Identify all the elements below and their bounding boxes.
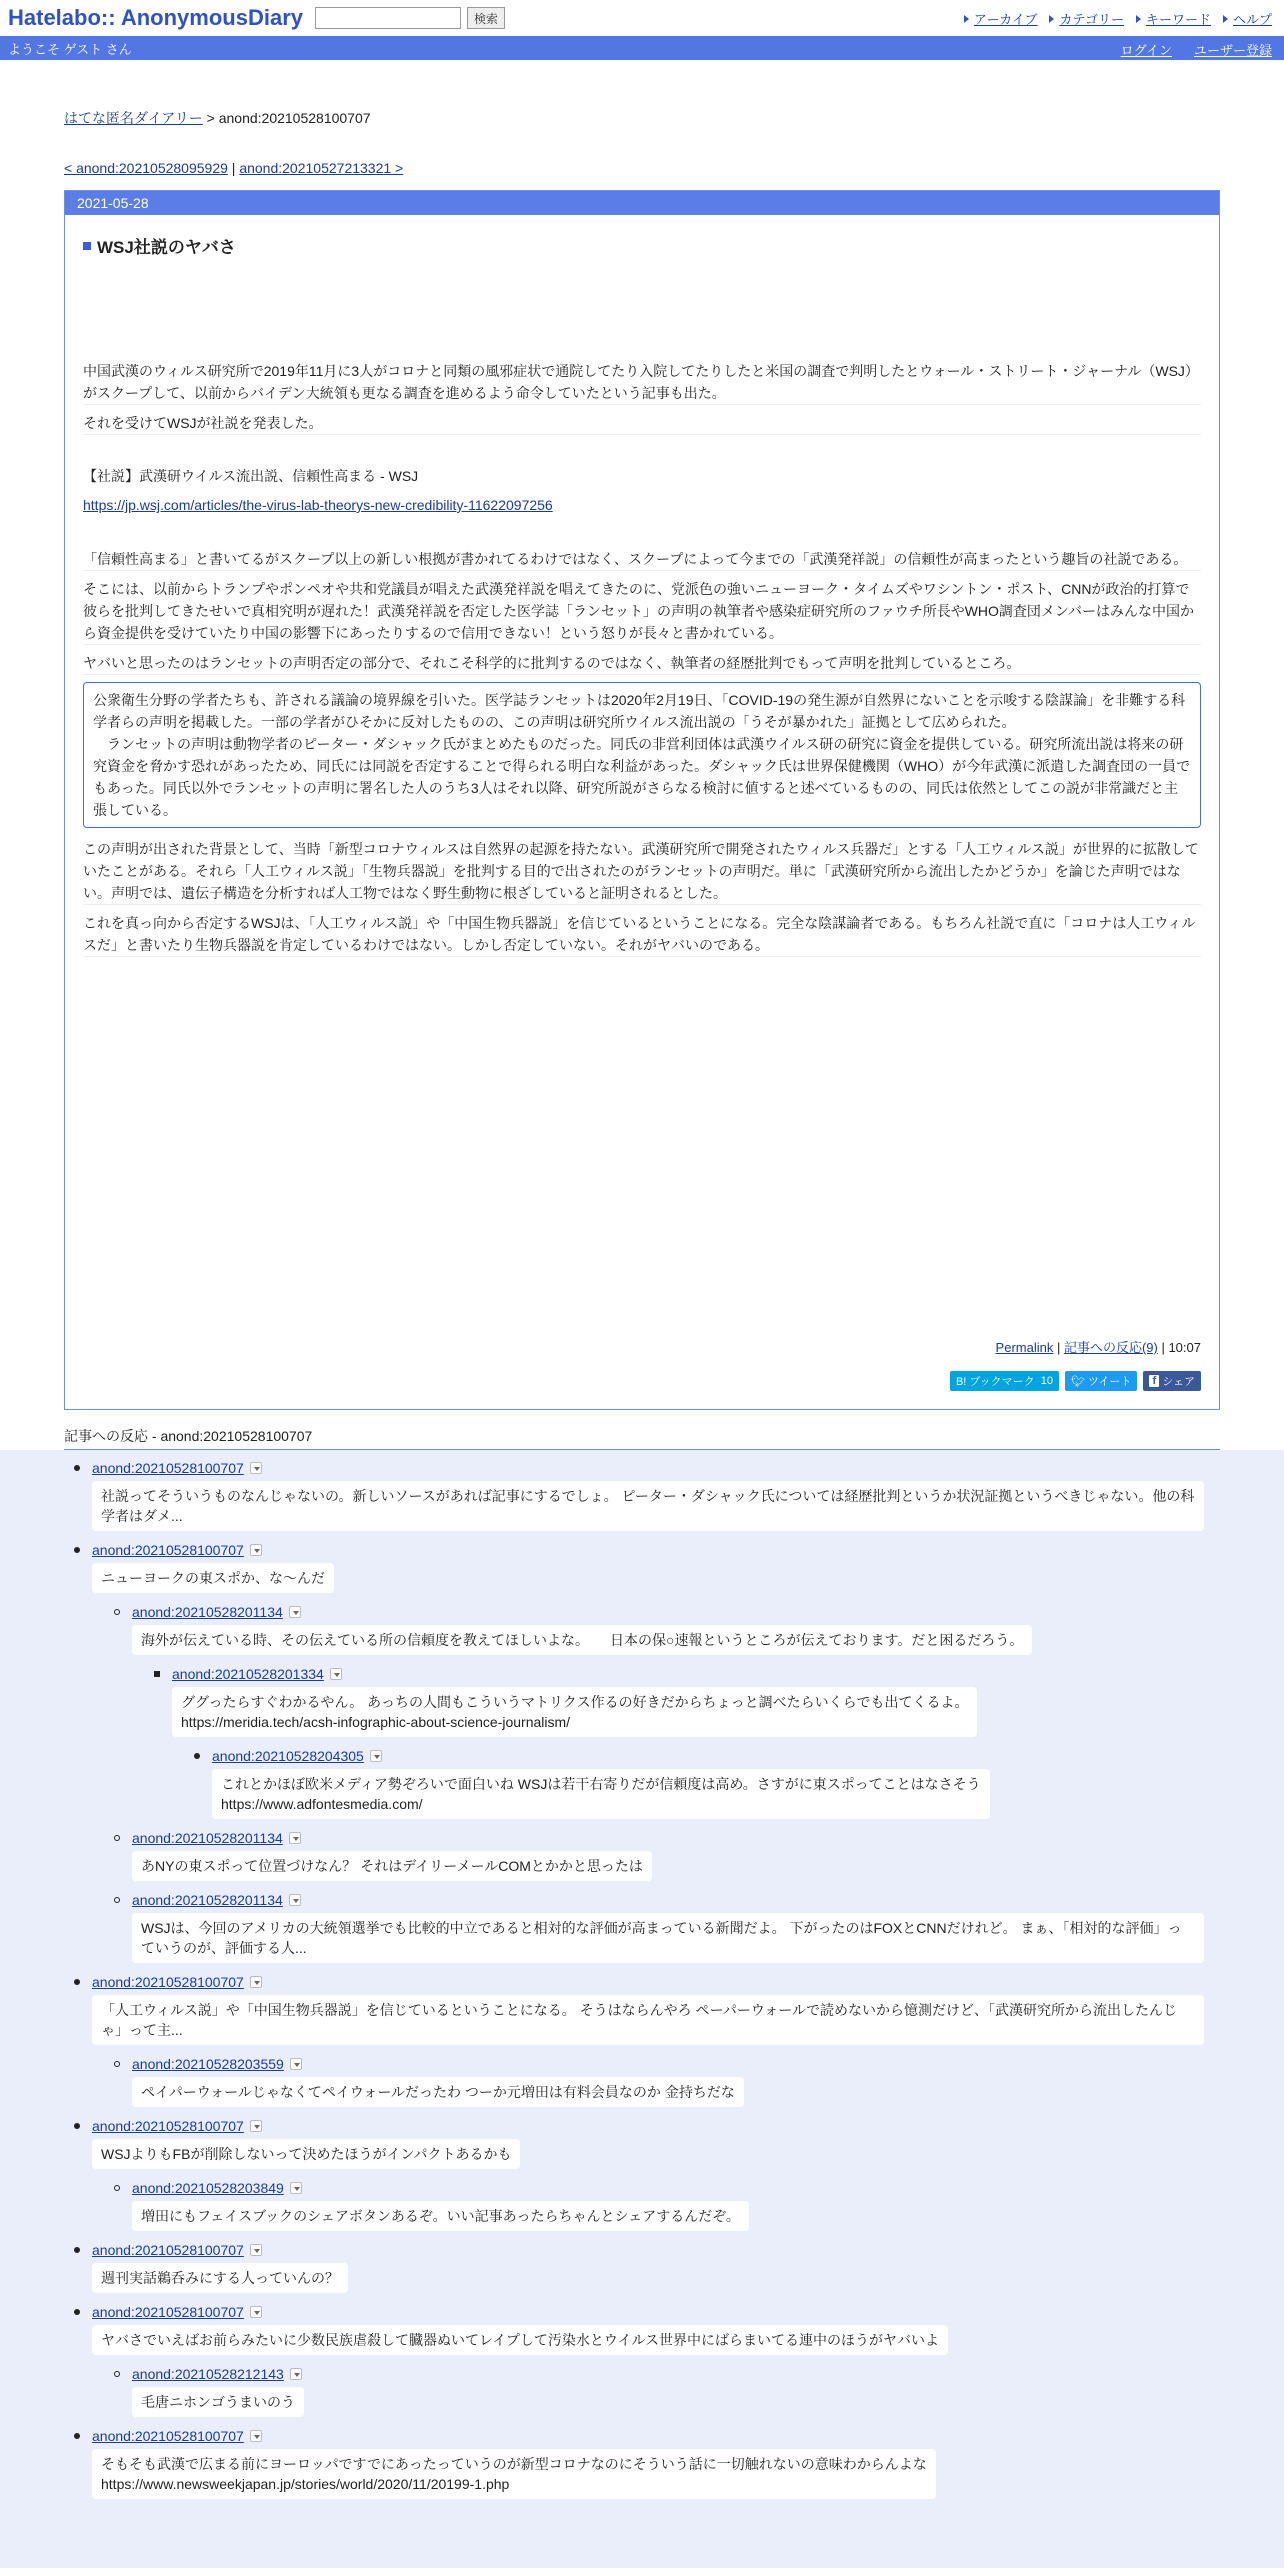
reactions-tree	[0, 1450, 1284, 2568]
facebook-icon: f	[1149, 1375, 1159, 1387]
arrow-icon	[1049, 15, 1054, 23]
reaction-id-link[interactable]: anond:20210528100707	[92, 1542, 244, 1558]
reaction-item	[0, 1458, 1284, 1540]
bullet-icon	[74, 1465, 80, 1471]
entry-pager	[64, 160, 1220, 176]
reaction-header	[194, 1746, 1204, 1766]
reaction-id-link[interactable]: anond:20210528100707	[92, 2428, 244, 2444]
reaction-header	[74, 2240, 1204, 2260]
reaction-id-link[interactable]: anond:20210528212143	[132, 2366, 284, 2382]
dropdown-icon[interactable]	[330, 1668, 342, 1680]
reaction-id-link[interactable]: anond:20210528201334	[172, 1666, 324, 1682]
reaction-id-link[interactable]: anond:20210528100707	[92, 2118, 244, 2134]
reaction-item	[0, 1890, 1284, 1972]
share-buttons	[950, 1371, 1201, 1391]
body-paragraph: この声明が出された背景として、当時「新型コロナウィルスは自然界の起源を持たない。武漢研究所で開発されたウィルス兵器だ」とする「人工ウィルス説」が世界的に拡散していたことがある。それら「人工ウィルス説」「生物兵器説」を批判する目的で出されたのがランセットの声明だ。単に「武漢研究所から流出したかどうか」を論じた声明ではない。声明では、遺伝子構造を分析すれば人工物ではなく野生動物に根ざしていると証明されるとした。	[83, 838, 1201, 905]
reaction-text: ペイパーウォールじゃなくてペイウォールだったわ つーか元増田は有料会員なのか 金持ちだな	[141, 2084, 735, 2100]
reaction-text: 毛唐ニホンゴうまいのう	[141, 2394, 295, 2410]
reaction-body	[92, 1563, 334, 1593]
reaction-body	[132, 1913, 1204, 1963]
breadcrumb	[64, 108, 1220, 128]
reaction-text: WSJよりもFBが削除しないって決めたほうがインパクトあるかも	[101, 2146, 512, 2162]
login-link[interactable]: ログイン	[1120, 43, 1172, 58]
bullet-icon	[114, 1897, 120, 1903]
reaction-id-link[interactable]: anond:20210528201134	[132, 1830, 283, 1846]
entry-time: 10:07	[1168, 1340, 1201, 1355]
bullet-icon	[74, 1979, 80, 1985]
reaction-header	[74, 1540, 1204, 1560]
dropdown-icon[interactable]	[250, 2430, 262, 2442]
reaction-id-link[interactable]: anond:20210528201134	[132, 1892, 283, 1908]
breadcrumb-separator: >	[206, 110, 215, 126]
reaction-item	[0, 1602, 1284, 1664]
entry-title[interactable]	[83, 233, 1219, 258]
search-button[interactable]: 検索	[467, 7, 505, 29]
reaction-id-link[interactable]: anond:20210528201134	[132, 1604, 283, 1620]
top-bar	[0, 0, 1284, 36]
reaction-item	[0, 2240, 1284, 2302]
bookmark-count: 10	[1040, 1375, 1053, 1387]
permalink[interactable]: Permalink	[995, 1340, 1054, 1355]
body-paragraph: そこには、以前からトランプやポンペオや共和党議員が唱えた武漢発祥説を唱えてきたのに、党派色の強いニューヨーク・タイムズやワシントン・ポスト、CNNが政治的打算で彼らを批判してきたせいで真相究明が遅れた！武漢発祥説を否定した医学誌「ランセット」の声明の執筆者や感染症研究所のファウチ所長やWHO調査団メンバーはみんな中国から資金提供を受けていたり中国の影響下にあったりするので信用できない！という怒りが長々と書かれている。	[83, 578, 1201, 645]
nav-category-link[interactable]: カテゴリー	[1059, 12, 1124, 27]
reaction-item	[0, 2302, 1284, 2364]
entry-footer: Permalink | 記事への反応(9) | 10:07	[995, 1340, 1201, 1355]
reaction-body	[132, 2387, 304, 2417]
arrow-icon	[1223, 15, 1228, 23]
reaction-header	[114, 2364, 1204, 2384]
reaction-item	[0, 2364, 1284, 2426]
square-bullet-icon	[83, 242, 91, 250]
facebook-share-button[interactable]: f シェア	[1143, 1371, 1201, 1391]
reaction-id-link[interactable]: anond:20210528203849	[132, 2180, 284, 2196]
reaction-id-link[interactable]: anond:20210528203559	[132, 2056, 284, 2072]
body-paragraph: 「信頼性高まる」と書いてるがスクープ以上の新しい根拠が書かれてるわけではなく、スクープによって今までの「武漢発祥説」の信頼性が高まったという趣旨の社説である。	[83, 548, 1201, 571]
reaction-body	[92, 1995, 1204, 2045]
entry-body	[65, 360, 1219, 957]
entry	[64, 190, 1220, 1410]
reaction-url: https://meridia.tech/acsh-infographic-about-science-journalism/	[181, 1714, 571, 1730]
reaction-item	[0, 1828, 1284, 1890]
reaction-body	[132, 2201, 749, 2231]
dropdown-icon[interactable]	[290, 2182, 302, 2194]
reaction-item	[0, 1972, 1284, 2054]
reaction-text: あNYの東スポって位置づけなん？ それはデイリーメールCOMとかかと思ったは	[141, 1858, 643, 1874]
breadcrumb-current: anond:20210528100707	[218, 110, 371, 126]
reaction-text: ヤバさでいえばお前らみたいに少数民族虐殺して臓器ぬいてレイプして汚染水とウイルス世界中にばらまいてる連中のほうがヤバいよ	[101, 2332, 940, 2348]
next-entry-link[interactable]: anond:20210527213321 >	[239, 160, 404, 176]
reaction-body	[132, 1851, 652, 1881]
quote-paragraph: ランセットの声明は動物学者のピーター・ダシャック氏がまとめたものだった。同氏の非営利団体は武漢ウイルス研の研究に資金を提供している。研究所流出説は将来の研究資金を脅かす恐れがあったため、同氏には同説を否定することで得られる明白な利益があった。ダシャック氏は世界保健機関（WHO）が今年武漢に派遣した調査団の一員でもあった。同氏以外でランセットの声明に署名した人のうち3人はそれ以降、研究所説がさらなる検討に値すると述べているものの、同氏は依然としてこの説が非常識だと主張している。	[93, 736, 1191, 818]
entry-title-text: WSJ社説のヤバさ	[97, 238, 236, 257]
reaction-header	[74, 2302, 1204, 2322]
reaction-header	[114, 2178, 1204, 2198]
reaction-body	[132, 2077, 744, 2107]
bullet-icon	[74, 2123, 80, 2129]
reaction-id-link[interactable]: anond:20210528100707	[92, 1460, 244, 1476]
reaction-id-link[interactable]: anond:20210528100707	[92, 2304, 244, 2320]
top-nav	[964, 9, 1272, 28]
pager-separator: |	[231, 160, 236, 176]
bullet-icon	[74, 2309, 80, 2315]
reactions-link[interactable]: 記事への反応(9)	[1063, 1340, 1158, 1355]
dropdown-icon[interactable]	[290, 2368, 302, 2380]
reaction-text: 海外が伝えている時、その伝えている所の信頼度を教えてほしいよな。 日本の保○速報というところが伝えております。だと困るだろう。	[141, 1632, 1024, 1648]
reaction-id-link[interactable]: anond:20210528100707	[92, 2242, 244, 2258]
bullet-icon	[114, 1835, 120, 1841]
reactions-header	[0, 1426, 1284, 1450]
entry-date: 2021-05-28	[65, 191, 1219, 215]
reaction-text: 「人工ウィルス説」や「中国生物兵器説」を信じているということになる。 そうはならんやろ ペーパーウォールで読めないから憶測だけど、「武漢研究所から流出したんじゃ」って主...	[101, 2002, 1177, 2038]
tweet-button[interactable]: 🐦︎ ツイート	[1065, 1371, 1137, 1391]
reaction-body	[92, 2263, 348, 2293]
reaction-body	[212, 1769, 990, 1819]
user-bar	[0, 36, 1284, 60]
reaction-header	[154, 1664, 1204, 1684]
reaction-text: WSJは、今回のアメリカの大統領選挙でも比較的中立であると相対的な評価が高まっている新聞だよ。 下がったのはFOXとCNNだけれど。 まぁ、「相対的な評価」っていうのが、評価する人...	[141, 1920, 1182, 1956]
bullet-icon	[114, 2185, 120, 2191]
dropdown-icon[interactable]	[370, 1750, 382, 1762]
reaction-header	[74, 1458, 1204, 1478]
reaction-text: 社説ってそういうものなんじゃないの。新しいソースがあれば記事にするでしょ。 ピーター・ダシャック氏については経歴批判というか状況証拠というべきじゃない。他の科学者はダメ...	[101, 1488, 1195, 1524]
blockquote	[83, 682, 1201, 828]
reaction-body	[92, 2325, 948, 2355]
nav-help-link[interactable]: ヘルプ	[1232, 12, 1272, 27]
reaction-item	[0, 1540, 1284, 1602]
dropdown-icon[interactable]	[250, 2120, 262, 2132]
reaction-header	[74, 2426, 1204, 2446]
reaction-body	[92, 2449, 936, 2499]
breadcrumb-home-link[interactable]: はてな匿名ダイアリー	[64, 110, 203, 126]
reaction-header	[74, 2116, 1204, 2136]
dropdown-icon[interactable]	[289, 1606, 301, 1618]
reaction-item	[0, 1746, 1284, 1828]
reaction-item	[0, 2054, 1284, 2116]
site-logo[interactable]: Hatelabo:: AnonymousDiary	[8, 5, 304, 30]
reaction-item	[0, 2116, 1284, 2178]
reaction-header	[114, 1890, 1204, 1910]
bullet-icon	[114, 1609, 120, 1615]
prev-entry-link[interactable]: < anond:20210528095929	[64, 160, 228, 176]
reaction-header	[74, 1972, 1204, 1992]
twitter-icon: 🐦︎	[1071, 1375, 1085, 1388]
body-paragraph: それを受けてWSJが社説を発表した。	[83, 412, 1201, 435]
reaction-body	[172, 1687, 977, 1737]
bullet-icon	[114, 2061, 120, 2067]
reaction-header	[114, 2054, 1204, 2074]
bullet-icon	[194, 1753, 200, 1759]
dropdown-icon[interactable]	[289, 1832, 301, 1844]
reaction-text: ニューヨークの東スポか、な～んだ	[101, 1570, 325, 1586]
reaction-id-link[interactable]: anond:20210528100707	[92, 1974, 244, 1990]
body-paragraph: 【社説】武漢研ウイルス流出説、信頼性高まる - WSJ	[83, 468, 419, 484]
reaction-header	[114, 1602, 1204, 1622]
reaction-url: https://www.newsweekjapan.jp/stories/world/2020/11/20199-1.php	[101, 2476, 510, 2492]
search-input[interactable]	[315, 7, 461, 29]
arrow-icon	[964, 15, 969, 23]
reaction-body	[92, 2139, 520, 2169]
bullet-icon	[74, 2433, 80, 2439]
reaction-text: ググったらすぐわかるやん。 あっちの人間もこういうマトリクス作るの好きだからちょっと調べたらいくらでも出てくるよ。	[181, 1694, 969, 1710]
nav-keyword-link[interactable]: キーワード	[1145, 12, 1211, 27]
welcome-text: ようこそ ゲスト さん	[8, 41, 132, 57]
reaction-body	[132, 1625, 1032, 1655]
reaction-id-link[interactable]: anond:20210528204305	[212, 1748, 364, 1764]
hatena-bookmark-button[interactable]: B! ブックマーク 10	[950, 1371, 1059, 1391]
reaction-header	[114, 1828, 1204, 1848]
dropdown-icon[interactable]	[250, 2306, 262, 2318]
reaction-body	[92, 1481, 1204, 1531]
dropdown-icon[interactable]	[289, 1894, 301, 1906]
reaction-text: 増田にもフェイスブックのシェアボタンあるぞ。いい記事あったらちゃんとシェアするんだぞ。	[141, 2208, 740, 2224]
body-paragraph: これを真っ向から否定するWSJは、「人工ウィルス説」や「中国生物兵器説」を信じているということになる。完全な陰謀論者である。もちろん社説で直に「コロナは人工ウィルスだ」と書いたり生物兵器説を肯定しているわけではない。しかし否定していない。それがヤバいのである。	[83, 912, 1201, 957]
bullet-icon	[74, 2247, 80, 2253]
reaction-url: https://www.adfontesmedia.com/	[221, 1796, 423, 1812]
reactions-title: 記事への反応 - anond:20210528100707	[64, 1426, 1220, 1450]
dropdown-icon[interactable]	[250, 1976, 262, 1988]
reaction-text: そもそも武漢で広まる前にヨーロッパですでにあったっていうのが新型コロナなのにそういう話に一切触れないの意味わからんよな	[101, 2456, 927, 2472]
bullet-icon	[74, 1547, 80, 1553]
reaction-item	[0, 2178, 1284, 2240]
bullet-icon	[154, 1671, 160, 1677]
reaction-item	[0, 2426, 1284, 2508]
dropdown-icon[interactable]	[250, 2244, 262, 2256]
wsj-article-link[interactable]: https://jp.wsj.com/articles/the-virus-lab-theorys-new-credibility-11622097256	[83, 497, 553, 513]
body-paragraph: ヤバいと思ったのはランセットの声明否定の部分で、それこそ科学的に批判するのではなく、執筆者の経歴批判でもって声明を批判しているところ。	[83, 652, 1201, 675]
reaction-text: これとかほぼ欧米メディア勢ぞろいで面白いね WSJは若干右寄りだが信頼度は高め。さすがに東スポってことはなさそう	[221, 1776, 981, 1792]
reaction-item	[0, 1664, 1284, 1746]
dropdown-icon[interactable]	[290, 2058, 302, 2070]
quote-paragraph: 公衆衛生分野の学者たちも、許される議論の境界線を引いた。医学誌ランセットは2020年2月19日、「COVID-19の発生源が自然界にないことを示唆する陰謀論」を非難する科学者らの声明を掲載した。一部の学者がひそかに反対したものの、この声明は研究所ウイルス流出説の「うそが暴かれた」証拠として広められた。	[93, 692, 1186, 730]
dropdown-icon[interactable]	[250, 1544, 262, 1556]
body-paragraph: 中国武漢のウィルス研究所で2019年11月に3人がコロナと同類の風邪症状で通院してたり入院してたりしたと米国の調査で判明したとウォール・ストリート・ジャーナル（WSJ）がスクープして、以前からバイデン大統領も更なる調査を進めるよう命令していたという記事も出た。	[83, 360, 1201, 405]
nav-archive-link[interactable]: アーカイブ	[973, 12, 1038, 27]
register-link[interactable]: ユーザー登録	[1193, 43, 1272, 58]
reaction-text: 週刊実話鵜呑みにする人っていんの？	[101, 2270, 339, 2286]
dropdown-icon[interactable]	[250, 1462, 262, 1474]
arrow-icon	[1136, 15, 1141, 23]
bullet-icon	[114, 2371, 120, 2377]
